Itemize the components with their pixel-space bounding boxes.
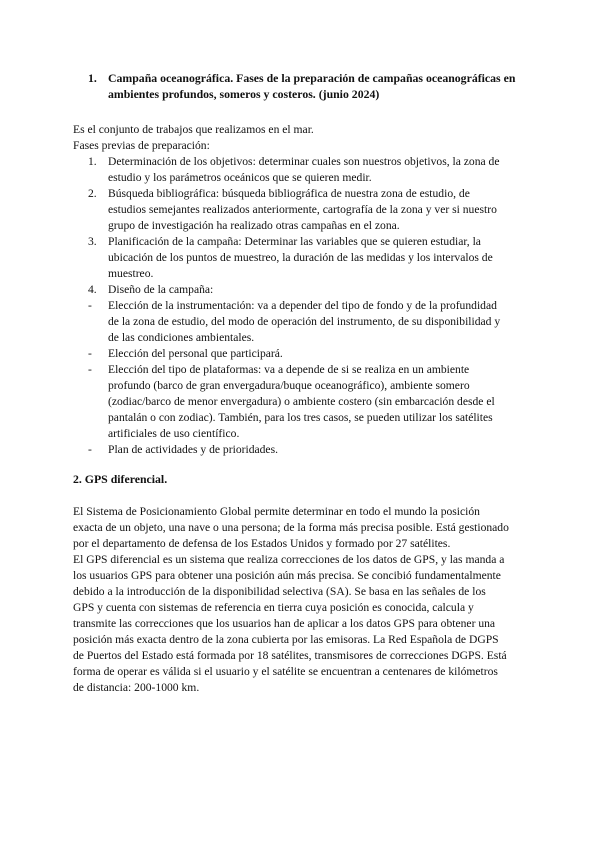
paragraph-line: forma de operar es válida si el usuario y el satélite se encuentran a centenares de kilómetros [73, 665, 498, 678]
phases-list [88, 154, 528, 458]
dash-marker: - [88, 299, 92, 312]
phase-line: ubicación de los puntos de muestreo, la duración de las medidas y los intervalos de [108, 251, 493, 264]
section-2-heading: 2. GPS diferencial. [73, 472, 168, 486]
phase-line: Búsqueda bibliográfica: búsqueda bibliográfica de nuestra zona de estudio, de [108, 187, 470, 200]
phase-line: grupo de investigación ha realizado otras campañas en el zona. [108, 219, 400, 232]
dash-marker: - [88, 363, 92, 376]
phase-line: estudios semejantes realizados anteriormente, cartografía de la zona y ver si nuestro [108, 203, 497, 216]
gps-paragraph-2 [73, 552, 533, 696]
design-line: profundo (barco de gran envergadura/buque oceanográfico), ambiente somero [108, 379, 470, 392]
design-line: Elección del tipo de plataformas: va a depende de si se realiza en un ambiente [108, 363, 470, 376]
design-item [88, 346, 528, 362]
phase-item [88, 154, 528, 186]
phase-marker: 3. [88, 235, 97, 248]
design-item [88, 362, 528, 442]
dash-marker: - [88, 443, 92, 456]
design-item [88, 442, 528, 458]
paragraph-line: GPS y cuenta con sistemas de referencia en tierra cuya posición es conocida, calcula y [73, 601, 474, 614]
phase-line: muestreo. [108, 267, 154, 280]
intro-line: Fases previas de preparación: [73, 139, 210, 152]
paragraph-line: de Puertos del Estado está formada por 18 satélites, transmisores de correcciones DGPS. Está [73, 649, 507, 662]
section-1-title-line: Campaña oceanográfica. Fases de la preparación de campañas oceanográficas en [108, 71, 516, 85]
paragraph-line: exacta de un objeto, una nave o una persona; de la forma más precisa posible. Está gestionado [73, 521, 509, 534]
phase-item [88, 186, 528, 234]
section-1-title-line: ambientes profundos, someros y costeros. (junio 2024) [108, 87, 380, 101]
dash-marker: - [88, 347, 92, 360]
paragraph-line: El GPS diferencial es un sistema que realiza correcciones de los datos de GPS, y las manda a [73, 553, 505, 566]
paragraph-line: transmite las correcciones que los usuarios han de aplicar a los datos GPS para obtener una [73, 617, 496, 630]
phase-item [88, 282, 528, 298]
design-line: pantalán o con zodiac). También, para los tres casos, se pueden utilizar los satélites [108, 411, 493, 424]
phase-line: estudio y los parámetros oceánicos que se quieren medir. [108, 171, 372, 184]
design-line: Elección del personal que participará. [108, 347, 283, 360]
design-line: de las condiciones ambientales. [108, 331, 255, 344]
design-line: de la zona de estudio, del modo de operación del instrumento, de su disponibilidad y [108, 315, 501, 328]
phase-item [88, 234, 528, 282]
phase-marker: 1. [88, 155, 97, 168]
paragraph-line: debido a la introducción de la disponibilidad selectiva (SA). Se basa en las señales de los [73, 585, 486, 598]
design-line: Elección de la instrumentación: va a depender del tipo de fondo y de la profundidad [108, 299, 497, 312]
design-line: (zodiac/barco de menor envergadura) o ambiente costero (sin embarcación desde el [108, 395, 495, 408]
phase-line: Diseño de la campaña: [108, 283, 214, 296]
paragraph-line: los usuarios GPS para obtener una posición aún más precisa. Se concibió fundamentalmente [73, 569, 501, 582]
paragraph-line: por el departamento de defensa de los Estados Unidos y formado por 27 satélites. [73, 537, 451, 550]
intro-text [73, 122, 533, 154]
section-1-heading [88, 70, 543, 102]
phase-marker: 2. [88, 187, 97, 200]
intro-line: Es el conjunto de trabajos que realizamos en el mar. [73, 123, 314, 136]
gps-paragraph-1 [73, 504, 533, 552]
design-item [88, 298, 528, 346]
phase-marker: 4. [88, 283, 97, 296]
section-1-number: 1. [88, 71, 97, 85]
paragraph-line: El Sistema de Posicionamiento Global permite determinar en todo el mundo la posición [73, 505, 480, 518]
paragraph-line: posición más exacta dentro de la zona cubierta por las emisoras. La Red Española de DGPS [73, 633, 499, 646]
phase-line: Planificación de la campaña: Determinar las variables que se quieren estudiar, la [108, 235, 481, 248]
design-line: artificiales de uso científico. [108, 427, 240, 440]
phase-line: Determinación de los objetivos: determinar cuales son nuestros objetivos, la zona de [108, 155, 500, 168]
design-line: Plan de actividades y de prioridades. [108, 443, 278, 456]
paragraph-line: de distancia: 200-1000 km. [73, 681, 200, 694]
